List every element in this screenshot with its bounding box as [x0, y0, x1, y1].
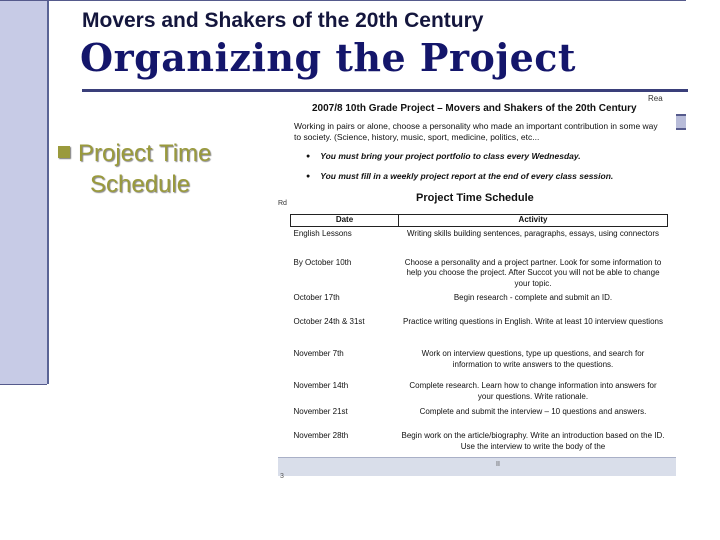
schedule-header-row: [291, 215, 668, 227]
row-activity: Complete research. Learn how to change information into answers for your questions. Write rationale.: [409, 381, 657, 401]
table-row: [291, 379, 668, 405]
table-row: [291, 429, 668, 455]
bullet-text-line1: Project Time: [78, 140, 212, 167]
row-date: English Lessons: [293, 229, 352, 238]
column-header-date: Date: [291, 215, 399, 227]
row-activity: Complete and submit the interview – 10 questions and answers.: [419, 407, 647, 416]
table-row: [291, 347, 668, 379]
requirement-item: ● You must fill in a weekly project report at the end of every class session.: [306, 171, 613, 181]
document-corner-bottom: 3: [280, 473, 284, 480]
row-date: November 7th: [293, 349, 344, 358]
row-date: November 28th: [293, 431, 349, 440]
row-activity: Practice writing questions in English. Write at least 10 interview questions: [403, 317, 663, 326]
bottom-bar-label: II: [496, 461, 500, 468]
slide-title: Organizing the Project: [80, 35, 576, 80]
row-date: October 24th & 31st: [293, 317, 365, 326]
column-header-activity: Activity: [399, 215, 668, 227]
row-activity: Begin research - complete and submit an ID.: [453, 293, 613, 302]
table-row: [291, 291, 668, 315]
row-activity: Work on interview questions, type up questions, and search for information to write answers to the questions.: [421, 349, 645, 369]
square-bullet-icon: [58, 146, 70, 158]
document-side-tab: Rd: [278, 200, 287, 207]
slide-sidebar-decoration: [0, 0, 49, 384]
table-row: [291, 315, 668, 347]
embedded-document-screenshot: [278, 92, 676, 484]
schedule-title: Project Time Schedule: [416, 192, 534, 204]
bullet-text-line2: Schedule: [90, 171, 191, 198]
row-activity: Choose a personality and a project partner. Look for some information to help you choose the project. After Succot you will not be able to change your topic.: [404, 257, 662, 288]
requirement-item: ● You must bring your project portfolio to class every Wednesday.: [306, 151, 581, 161]
row-date: October 17th: [293, 293, 340, 302]
row-date: By October 10th: [293, 257, 352, 267]
document-corner-stub: Rea: [648, 94, 663, 103]
document-intro: Working in pairs or alone, choose a personality who made an important contribution in some way to society. (Science, history, music, sport, medicine, politics, etc...: [294, 121, 658, 142]
table-row: [291, 256, 668, 292]
row-activity: Begin work on the article/biography. Write an introduction based on the ID. Use the interview to write the body of the: [401, 431, 665, 451]
document-heading: 2007/8 10th Grade Project – Movers and Shakers of the 20th Century: [312, 103, 637, 114]
row-date: November 21st: [293, 407, 348, 416]
right-edge-marker: [676, 114, 686, 130]
bullet-project-time-schedule: [58, 138, 211, 200]
document-bottom-scrollbar: [278, 457, 676, 476]
schedule-table: [290, 214, 668, 455]
table-row: [291, 227, 668, 256]
table-row: [291, 405, 668, 429]
slide-supertitle: Movers and Shakers of the 20th Century: [82, 9, 484, 32]
row-activity: Writing skills building sentences, paragraphs, essays, using connectors: [407, 229, 659, 238]
sidebar-bottom-rule: [0, 384, 47, 385]
top-rule: [0, 0, 686, 1]
row-date: November 14th: [293, 381, 349, 390]
